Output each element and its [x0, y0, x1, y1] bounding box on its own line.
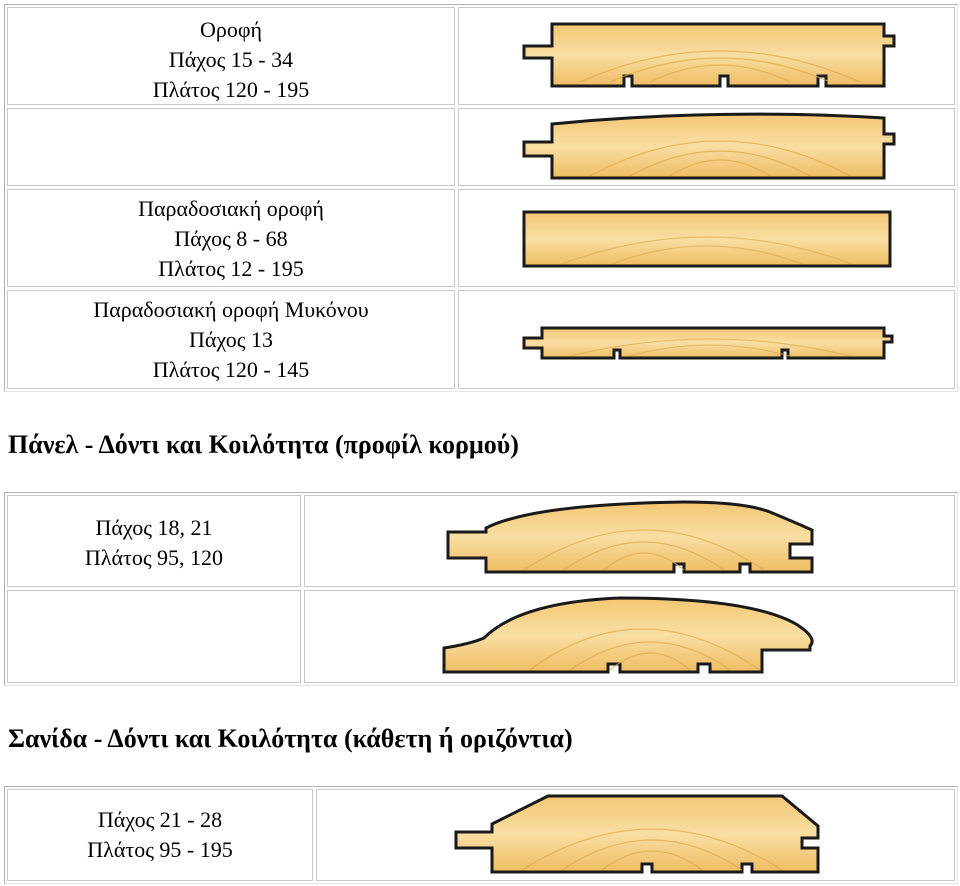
width-text: Πλάτος 95 - 195 — [87, 837, 233, 862]
table-cell-empty — [7, 108, 455, 186]
flat-plank-image — [522, 210, 892, 268]
table-cell-mykonos-ceiling — [7, 290, 455, 389]
tongue-groove-ceiling-board-image — [520, 20, 894, 92]
width-text: Πλάτος 12 - 195 — [158, 256, 304, 281]
table-cell-empty — [7, 590, 301, 683]
thickness-text: Πάχος 13 — [189, 327, 273, 352]
log-profile-panel-rounded-image — [440, 594, 820, 680]
table-cell-log-panel — [7, 495, 301, 587]
mykonos-ceiling-board-image — [520, 320, 894, 364]
tongue-groove-plank-image — [452, 792, 824, 878]
thickness-text: Πάχος 18, 21 — [95, 515, 213, 540]
thickness-text: Πάχος 21 - 28 — [97, 807, 223, 832]
log-profile-panel-image — [444, 500, 818, 582]
product-title: Οροφή — [199, 17, 263, 42]
width-text: Πλάτος 120 - 145 — [152, 357, 310, 382]
thickness-text: Πάχος 8 - 68 — [174, 226, 288, 251]
table-cell-plank — [7, 789, 313, 881]
product-title: Παραδοσιακή οροφή Μυκόνου — [93, 297, 369, 322]
product-title: Παραδοσιακή οροφή — [138, 196, 324, 221]
traditional-ceiling-board-image — [520, 112, 894, 182]
section-heading-log-panel: Πάνελ - Δόντι και Κοιλότητα (προφίλ κορμού) — [8, 430, 519, 459]
table-cell-traditional-ceiling — [7, 189, 455, 287]
table-cell-ceiling — [7, 7, 455, 105]
width-text: Πλάτος 120 - 195 — [152, 77, 310, 102]
thickness-text: Πάχος 15 - 34 — [168, 47, 294, 72]
width-text: Πλάτος 95, 120 — [84, 545, 224, 570]
section-heading-plank: Σανίδα - Δόντι και Κοιλότητα (κάθετη ή οριζόντια) — [8, 724, 573, 753]
